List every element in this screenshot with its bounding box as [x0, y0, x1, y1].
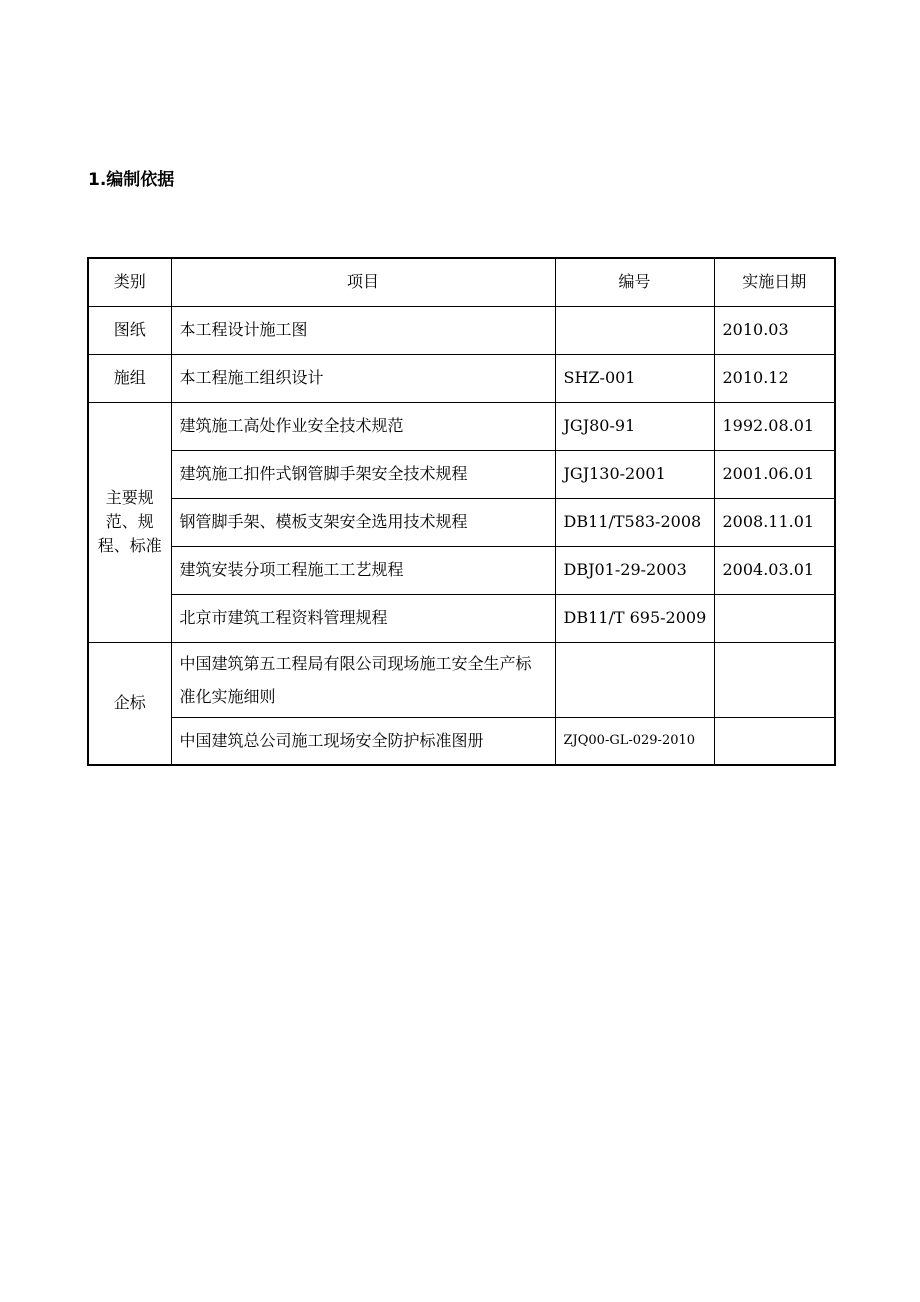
table-row [88, 642, 835, 717]
code-cell [555, 642, 714, 717]
table-row [88, 594, 835, 642]
category-cell: 主要规范、规程、标准 [88, 402, 171, 642]
header-category: 类别 [88, 258, 171, 306]
table-header-row [88, 258, 835, 306]
table-row [88, 354, 835, 402]
header-code: 编号 [555, 258, 714, 306]
date-cell: 2001.06.01 [714, 450, 835, 498]
table-row [88, 450, 835, 498]
header-date: 实施日期 [714, 258, 835, 306]
date-cell: 2010.12 [714, 354, 835, 402]
code-cell: DB11/T 695-2009 [555, 594, 714, 642]
date-cell [714, 717, 835, 765]
category-cell: 施组 [88, 354, 171, 402]
code-cell: DB11/T583-2008 [555, 498, 714, 546]
table-row [88, 717, 835, 765]
item-cell: 中国建筑第五工程局有限公司现场施工安全生产标准化实施细则 [171, 642, 555, 717]
item-cell: 北京市建筑工程资料管理规程 [171, 594, 555, 642]
item-cell: 建筑施工扣件式钢管脚手架安全技术规程 [171, 450, 555, 498]
table-row [88, 498, 835, 546]
item-cell: 本工程施工组织设计 [171, 354, 555, 402]
code-cell: JGJ130-2001 [555, 450, 714, 498]
item-cell: 建筑施工高处作业安全技术规范 [171, 402, 555, 450]
category-cell: 企标 [88, 642, 171, 765]
section-heading: 1.编制依据 [88, 170, 175, 190]
item-cell: 本工程设计施工图 [171, 306, 555, 354]
code-cell: SHZ-001 [555, 354, 714, 402]
header-item: 项目 [171, 258, 555, 306]
date-cell [714, 642, 835, 717]
item-cell: 中国建筑总公司施工现场安全防护标准图册 [171, 717, 555, 765]
code-cell: DBJ01-29-2003 [555, 546, 714, 594]
basis-table [87, 257, 836, 766]
table-row [88, 306, 835, 354]
date-cell [714, 594, 835, 642]
table-row [88, 546, 835, 594]
code-cell [555, 306, 714, 354]
date-cell: 1992.08.01 [714, 402, 835, 450]
code-cell: JGJ80-91 [555, 402, 714, 450]
item-cell: 建筑安装分项工程施工工艺规程 [171, 546, 555, 594]
date-cell: 2008.11.01 [714, 498, 835, 546]
code-cell: ZJQ00-GL-029-2010 [555, 717, 714, 765]
date-cell: 2004.03.01 [714, 546, 835, 594]
date-cell: 2010.03 [714, 306, 835, 354]
category-cell: 图纸 [88, 306, 171, 354]
item-cell: 钢管脚手架、模板支架安全选用技术规程 [171, 498, 555, 546]
table-row [88, 402, 835, 450]
